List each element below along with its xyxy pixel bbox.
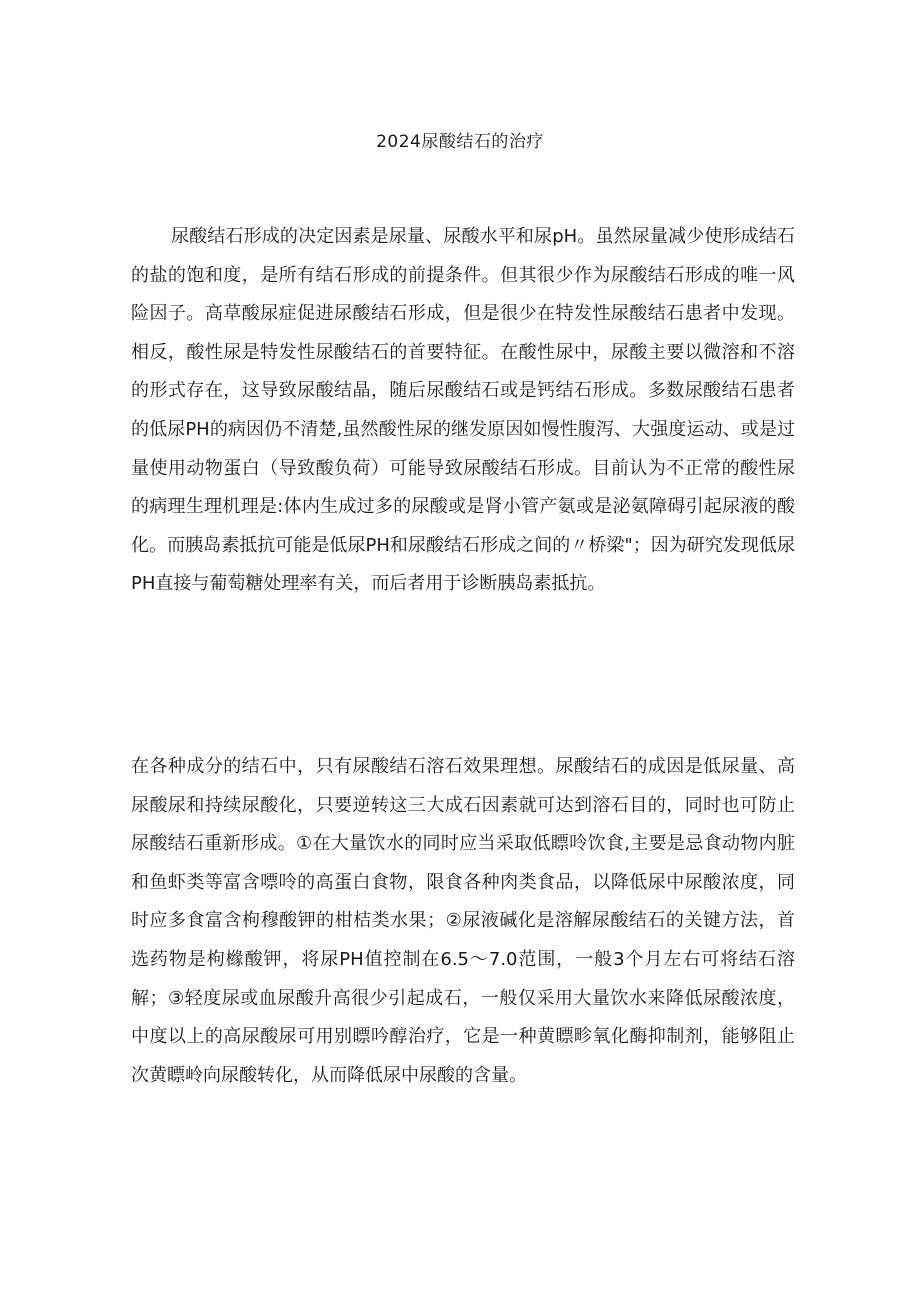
document-title: 2024尿酸结石的治疗 [376, 132, 544, 152]
paragraph-uric-acid-stone-treatment: 在各种成分的结石中，只有尿酸结石溶石效果理想。尿酸结石的成因是低尿量、高尿酸尿和持续尿酸化，只要逆转这三大成石因素就可达到溶石目的，同时也可防止尿酸结石重新形成。①在大量饮水的同时应当采取低瞟呤饮食,主要是忌食动物内脏和鱼虾类等富含嘌呤的高蛋白食物，限食各种肉类食品，以降低尿中尿酸浓度，同时应多食富含枸穆酸钾的柑桔类水果；②尿液碱化是溶解尿酸结石的关键方法，首选药物是枸橼酸钾，将尿PH值控制在6.5〜7.0范围，一般3个月左右可将结石溶解；③轻度尿或血尿酸升高很少引起成石，一般仅采用大量饮水来降低尿酸浓度，中度以上的高尿酸尿可用别瞟吟醇治疗，它是一种黄瞟畛氧化酶抑制剂，能够阻止次黄瞟岭向尿酸转化，从而降低尿中尿酸的含量。 [131, 756, 795, 1086]
paragraph-uric-acid-stone-formation: 尿酸结石形成的决定因素是尿量、尿酸水平和尿pH。虽然尿量减少使形成结石的盐的饱和度，是所有结石形成的前提条件。但其很少作为尿酸结石形成的唯一风险因子。高草酸尿症促进尿酸结石形成，但是很少在特发性尿酸结石患者中发现。相反，酸性尿是特发性尿酸结石的首要特征。在酸性尿中，尿酸主要以微溶和不溶的形式存在，这导致尿酸结晶，随后尿酸结石或是钙结石形成。多数尿酸结石患者的低尿PH的病因仍不清楚,虽然酸性尿的继发原因如慢性腹泻、大强度运动、或是过量使用动物蛋白（导致酸负荷）可能导致尿酸结石形成。目前认为不正常的酸性尿的病理生理机理是:体内生成过多的尿酸或是肾小管产氨或是泌氨障碍引起尿液的酸化。而胰岛素抵抗可能是低尿PH和尿酸结石形成之间的〃桥梁"；因为研究发现低尿PH直接与葡萄糖处理率有关，而后者用于诊断胰岛素抵抗。 [131, 226, 795, 595]
